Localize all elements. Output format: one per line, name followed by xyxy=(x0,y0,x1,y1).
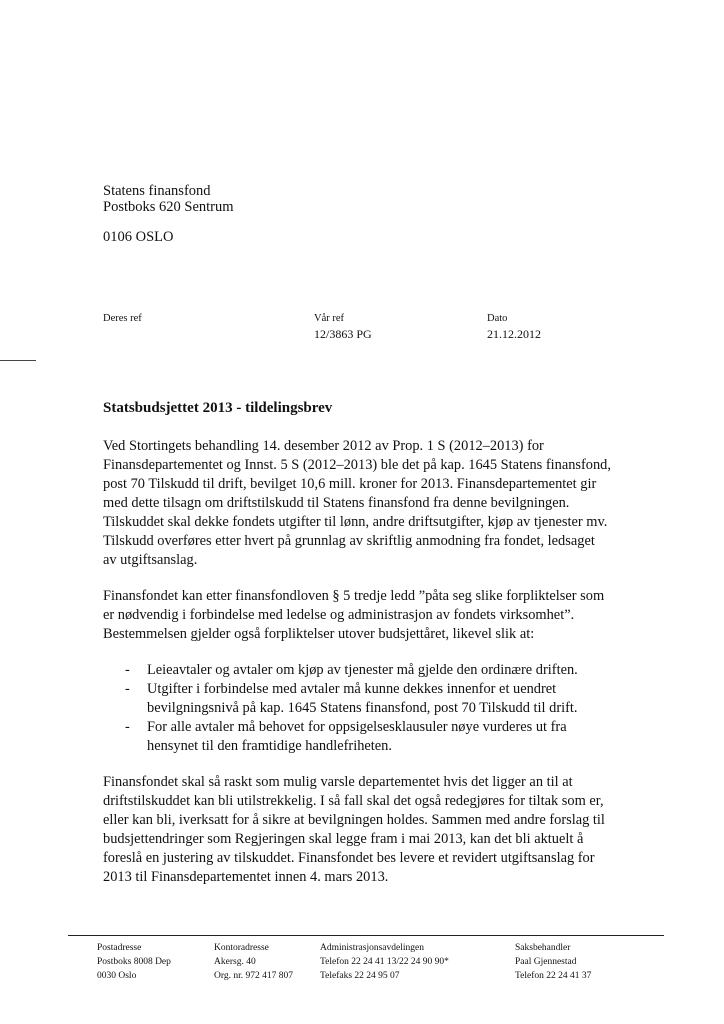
list-item xyxy=(103,718,663,756)
saksbehandler-label: Saksbehandler xyxy=(515,943,571,953)
footer-postadresse xyxy=(97,941,171,983)
var-ref-value: 12/3863 PG xyxy=(314,327,372,341)
kontoradresse-line-2: Org. nr. 972 417 807 xyxy=(214,971,293,981)
list-dash: - xyxy=(125,719,130,735)
saksbehandler-phone: Telefon 22 24 41 37 xyxy=(515,971,592,981)
saksbehandler-name: Paal Gjennestad xyxy=(515,957,577,967)
dato-label: Dato xyxy=(487,313,508,324)
list-dash: - xyxy=(125,681,130,697)
list-dash: - xyxy=(125,662,130,678)
fold-mark xyxy=(0,360,36,361)
recipient-address xyxy=(103,183,234,245)
telefon: Telefon 22 24 41 13/22 24 90 90* xyxy=(320,957,449,967)
recipient-postbox: Postboks 620 Sentrum xyxy=(103,199,234,215)
list-item-text: For alle avtaler må behovet for oppsigelsesklausuler nøye vurderes ut fra hensynet til den framtidige handlefriheten. xyxy=(147,719,567,754)
postadresse-line-2: 0030 Oslo xyxy=(97,971,137,981)
recipient-name: Statens finansfond xyxy=(103,183,211,199)
conditions-list xyxy=(103,661,663,756)
paragraph-1: Ved Stortingets behandling 14. desember 2012 av Prop. 1 S (2012–2013) for Finansdepartementet og Innst. 5 S (2012–2013) ble det på kap. 1645 Statens finansfond, post 70 Tilskudd til drift, bevilget 10,6 mill. kroner for 2013. Finansdepartementet gir med dette tilsagn om driftstilskudd til Statens finansfond fra denne bevilgningen. Tilskuddet skal dekke fondets utgifter til lønn, andre driftsutgifter, kjøp av tjenester mv. Tilskudd overføres etter hvert på grunnlag av skriftlig anmodning fra fondet, ledsaget av utgiftsanslag. xyxy=(103,438,611,568)
dato xyxy=(487,312,541,341)
deres-ref-label: Deres ref xyxy=(103,313,142,324)
recipient-postal: 0106 OSLO xyxy=(103,229,174,245)
avdeling-label: Administrasjonsavdelingen xyxy=(320,943,424,953)
kontoradresse-label: Kontoradresse xyxy=(214,943,269,953)
list-item-text: Utgifter i forbindelse med avtaler må kunne dekkes innenfor et uendret bevilgningsnivå på kap. 1645 Statens finansfond, post 70 Tilskudd til drift. xyxy=(147,681,578,716)
deres-ref xyxy=(103,312,142,325)
paragraph-2: Finansfondet kan etter finansfondloven § 5 tredje ledd ”påta seg slike forpliktelser som er nødvendig i forbindelse med ledelse og administrasjon av fondets virksomhet”. Bestemmelsen gjelder også forpliktelser utover budsjettåret, likevel slik at: xyxy=(103,588,605,642)
list-item-text: Leieavtaler og avtaler om kjøp av tjenester må gjelde den ordinære driften. xyxy=(147,662,578,678)
postadresse-label: Postadresse xyxy=(97,943,142,953)
footer-saksbehandler xyxy=(515,941,591,983)
telefaks: Telefaks 22 24 95 07 xyxy=(320,971,400,981)
paragraph-3: Finansfondet skal så raskt som mulig varsle departementet hvis det ligger an til at driftstilskuddet kan bli utilstrekkelig. I så fall skal det også redegjøres for tiltak som er, eller kan bli, iverksatt for å sikre at bevilgningen holdes. Sammen med andre forslag til budsjettendringer som Regjeringen skal legge fram i mai 2013, kan det bli aktuelt å foreslå en justering av tilskuddet. Finansfondet bes levere et revidert utgiftsanslag for 2013 til Finansdepartementet innen 4. mars 2013. xyxy=(103,774,605,885)
kontoradresse-line-1: Akersg. 40 xyxy=(214,957,256,967)
subject-heading: Statsbudsjettet 2013 - tildelingsbrev xyxy=(103,400,333,416)
var-ref-label: Vår ref xyxy=(314,313,345,324)
postadresse-line-1: Postboks 8008 Dep xyxy=(97,957,171,967)
footer-kontoradresse xyxy=(214,941,293,983)
list-item xyxy=(103,680,663,718)
dato-value: 21.12.2012 xyxy=(487,327,541,341)
footer-rule xyxy=(68,935,664,936)
var-ref xyxy=(314,312,372,341)
list-item xyxy=(103,661,663,680)
footer-avdeling xyxy=(320,941,449,983)
